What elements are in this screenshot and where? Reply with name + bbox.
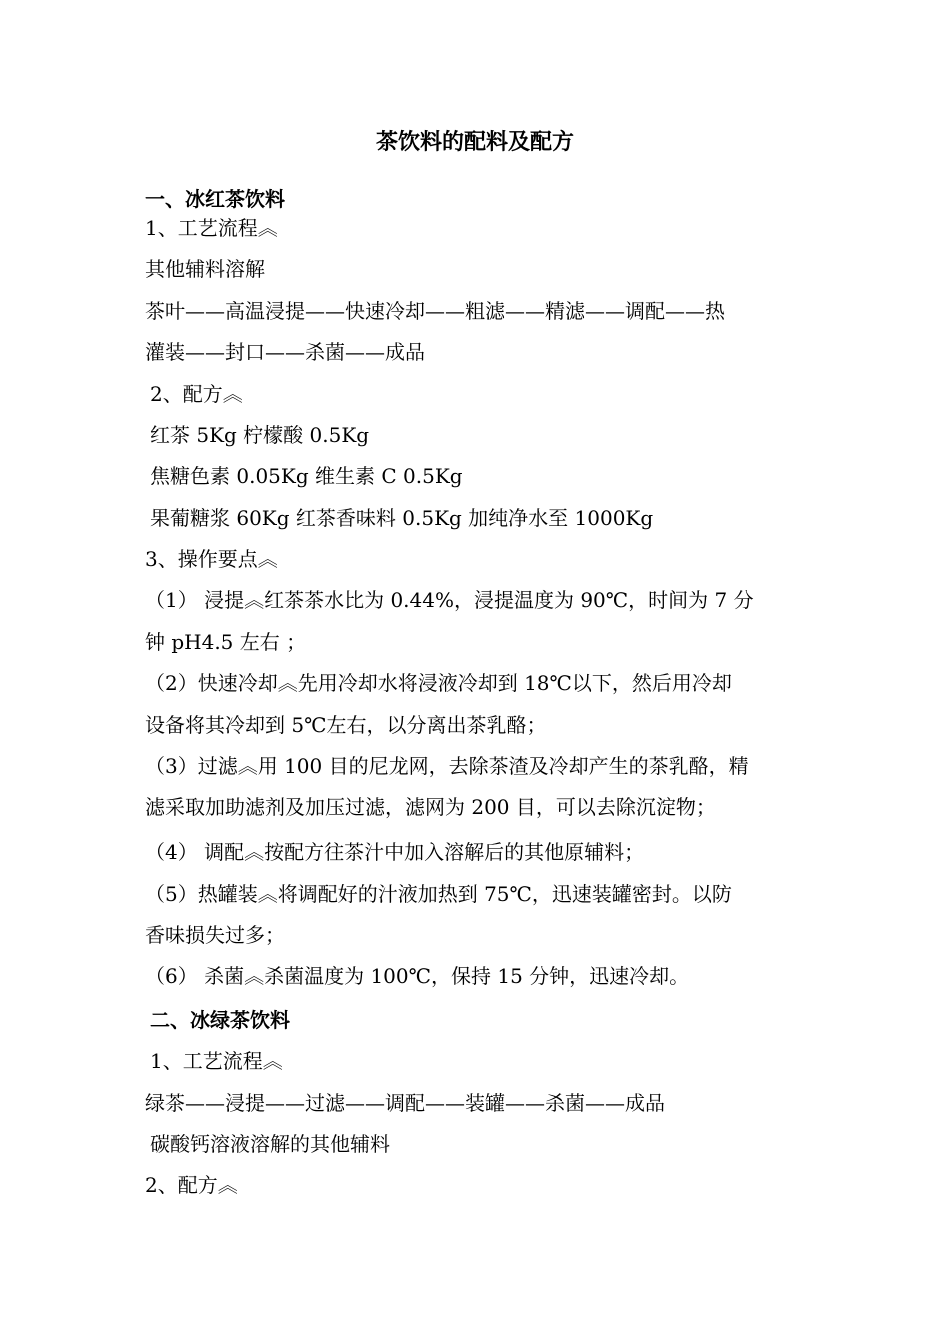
text-line: （1） 浸提︽红茶茶水比为 0.44%，浸提温度为 90℃，时间为 7 分 (145, 588, 754, 612)
text-line: （4） 调配︽按配方往茶汁中加入溶解后的其他原辅料； (145, 840, 645, 864)
formula-line: 果葡糖浆 60Kg 红茶香味料 0.5Kg 加纯净水至 1000Kg (150, 506, 654, 530)
text-line: 灌装——封口——杀菌——成品 (145, 340, 425, 364)
text-line: 碳酸钙溶液溶解的其他辅料 (150, 1132, 390, 1156)
text-line: （6） 杀菌︽杀菌温度为 100℃，保持 15 分钟，迅速冷却。 (145, 964, 690, 988)
formula-line: 焦糖色素 0.05Kg 维生素 C 0.5Kg (150, 464, 463, 488)
subheading-operation: 3、操作要点︽ (145, 547, 278, 571)
text-line: 茶叶——高温浸提——快速冷却——粗滤——精滤——调配——热 (145, 299, 725, 323)
text-line: （2）快速冷却︽先用冷却水将浸液冷却到 18℃以下，然后用冷却 (145, 671, 732, 695)
formula-line: 红茶 5Kg 柠檬酸 0.5Kg (150, 423, 370, 447)
section-heading-1: 一、冰红茶饮料 (145, 187, 285, 211)
text-line: 香味损失过多； (145, 923, 285, 947)
text-line: 其他辅料溶解 (145, 257, 265, 281)
text-line: 滤采取加助滤剂及加压过滤，滤网为 200 目，可以去除沉淀物； (145, 795, 716, 819)
subheading-process-2: 1、工艺流程︽ (150, 1049, 283, 1073)
subheading-process-1: 1、工艺流程︽ (145, 216, 278, 240)
subheading-formula-2: 2、配方︽ (145, 1173, 238, 1197)
document-title: 茶饮料的配料及配方 (375, 129, 574, 155)
text-line: （3）过滤︽用 100 目的尼龙网，去除茶渣及冷却产生的茶乳酪，精 (145, 754, 749, 778)
text-line: 绿茶——浸提——过滤——调配——装罐——杀菌——成品 (145, 1091, 665, 1115)
section-heading-2: 二、冰绿茶饮料 (150, 1008, 290, 1032)
text-line: 钟 pH4.5 左右 ； (145, 630, 307, 654)
text-line: （5）热罐装︽将调配好的汁液加热到 75℃，迅速装罐密封。以防 (145, 882, 732, 906)
subheading-formula-1: 2、配方︽ (150, 382, 243, 406)
text-line: 设备将其冷却到 5℃左右，以分离出茶乳酪； (145, 713, 547, 737)
